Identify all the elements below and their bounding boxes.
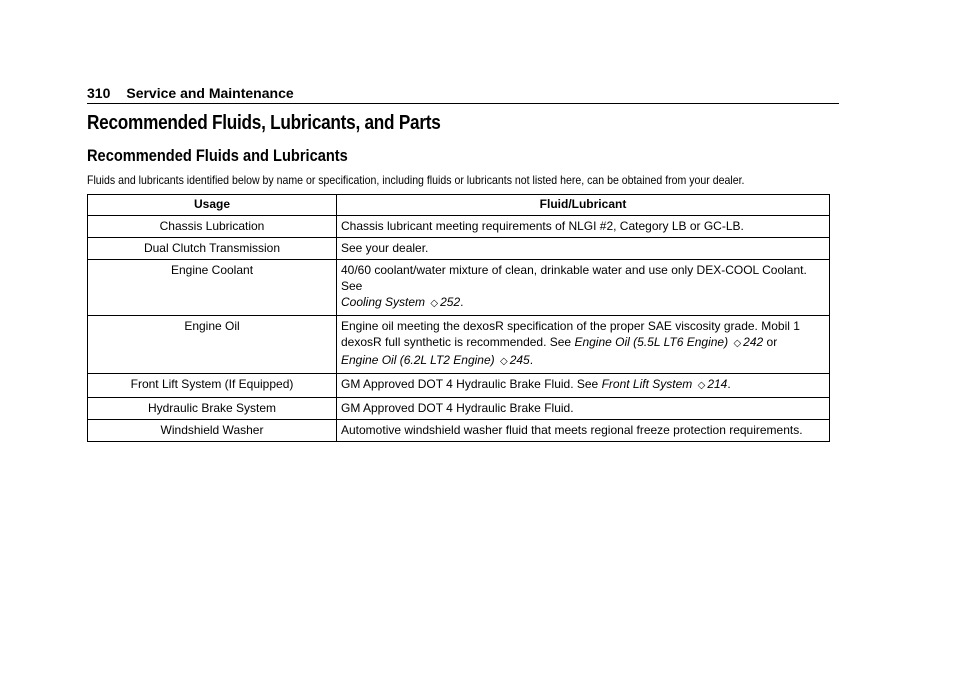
table-row — [88, 316, 830, 374]
page-reference-icon: ◇ — [733, 338, 742, 349]
page-reference[interactable]: 252 — [440, 295, 461, 309]
page-reference-icon: ◇ — [697, 380, 706, 391]
fluid-cell — [337, 260, 830, 316]
cross-reference-link[interactable]: Cooling System — [341, 295, 426, 309]
fluid-cell: GM Approved DOT 4 Hydraulic Brake Fluid. — [337, 398, 830, 420]
page-reference-icon: ◇ — [500, 356, 508, 367]
usage-cell: Hydraulic Brake System — [88, 398, 337, 420]
usage-cell: Chassis Lubrication — [88, 216, 337, 238]
fluid-cell: Automotive windshield washer fluid that meets regional freeze protection requirements. — [337, 420, 830, 442]
usage-cell: Windshield Washer — [88, 420, 337, 442]
cross-reference-link[interactable]: Front Lift System — [601, 377, 693, 391]
conjunction: or — [766, 335, 778, 349]
usage-cell: Front Lift System (If Equipped) — [88, 374, 337, 398]
page-reference[interactable]: 242 — [743, 335, 764, 349]
cross-reference-link[interactable]: Engine Oil (5.5L LT6 Engine) — [574, 335, 729, 349]
table-row — [88, 238, 830, 260]
page-reference[interactable]: 245 — [509, 353, 530, 367]
section-title: Service and Maintenance — [126, 85, 294, 101]
fluid-text: Engine oil meeting the dexosR specification of the proper SAE viscosity grade. Mobil 1 dexosR full synthetic is recommended. See — [341, 319, 800, 349]
column-header-fluid: Fluid/Lubricant — [337, 195, 830, 216]
page-reference[interactable]: 214 — [707, 377, 728, 391]
fluid-text: 40/60 coolant/water mixture of clean, drinkable water and use only DEX-COOL Coolant. See — [341, 263, 807, 293]
fluids-table-container — [87, 194, 830, 442]
intro-paragraph: Fluids and lubricants identified below by name or specification, including fluids or lubricants not listed here, can be obtained from your dealer. — [87, 173, 745, 187]
section-subtitle: Recommended Fluids and Lubricants — [87, 146, 348, 165]
page-reference-icon: ◇ — [430, 298, 439, 309]
cross-reference-link[interactable]: Engine Oil (6.2L LT2 Engine) — [341, 353, 495, 367]
punctuation: . — [460, 295, 464, 309]
fluid-cell: See your dealer. — [337, 238, 830, 260]
page-number: 310 — [87, 85, 111, 101]
page-title: Recommended Fluids, Lubricants, and Parts — [87, 112, 441, 134]
column-header-usage: Usage — [88, 195, 337, 216]
page-header — [87, 84, 839, 104]
usage-cell: Engine Coolant — [88, 260, 337, 316]
fluids-table — [87, 194, 830, 442]
table-row — [88, 216, 830, 238]
punctuation: . — [727, 377, 731, 391]
fluid-text: GM Approved DOT 4 Hydraulic Brake Fluid. See — [341, 377, 599, 391]
table-row — [88, 260, 830, 316]
table-row — [88, 398, 830, 420]
table-row — [88, 420, 830, 442]
fluid-cell — [337, 316, 830, 374]
fluid-cell — [337, 374, 830, 398]
usage-cell: Dual Clutch Transmission — [88, 238, 337, 260]
table-header-row — [88, 195, 830, 216]
fluid-cell: Chassis lubricant meeting requirements of NLGI #2, Category LB or GC-LB. — [337, 216, 830, 238]
table-row — [88, 374, 830, 398]
usage-cell: Engine Oil — [88, 316, 337, 374]
punctuation: . — [529, 353, 534, 367]
